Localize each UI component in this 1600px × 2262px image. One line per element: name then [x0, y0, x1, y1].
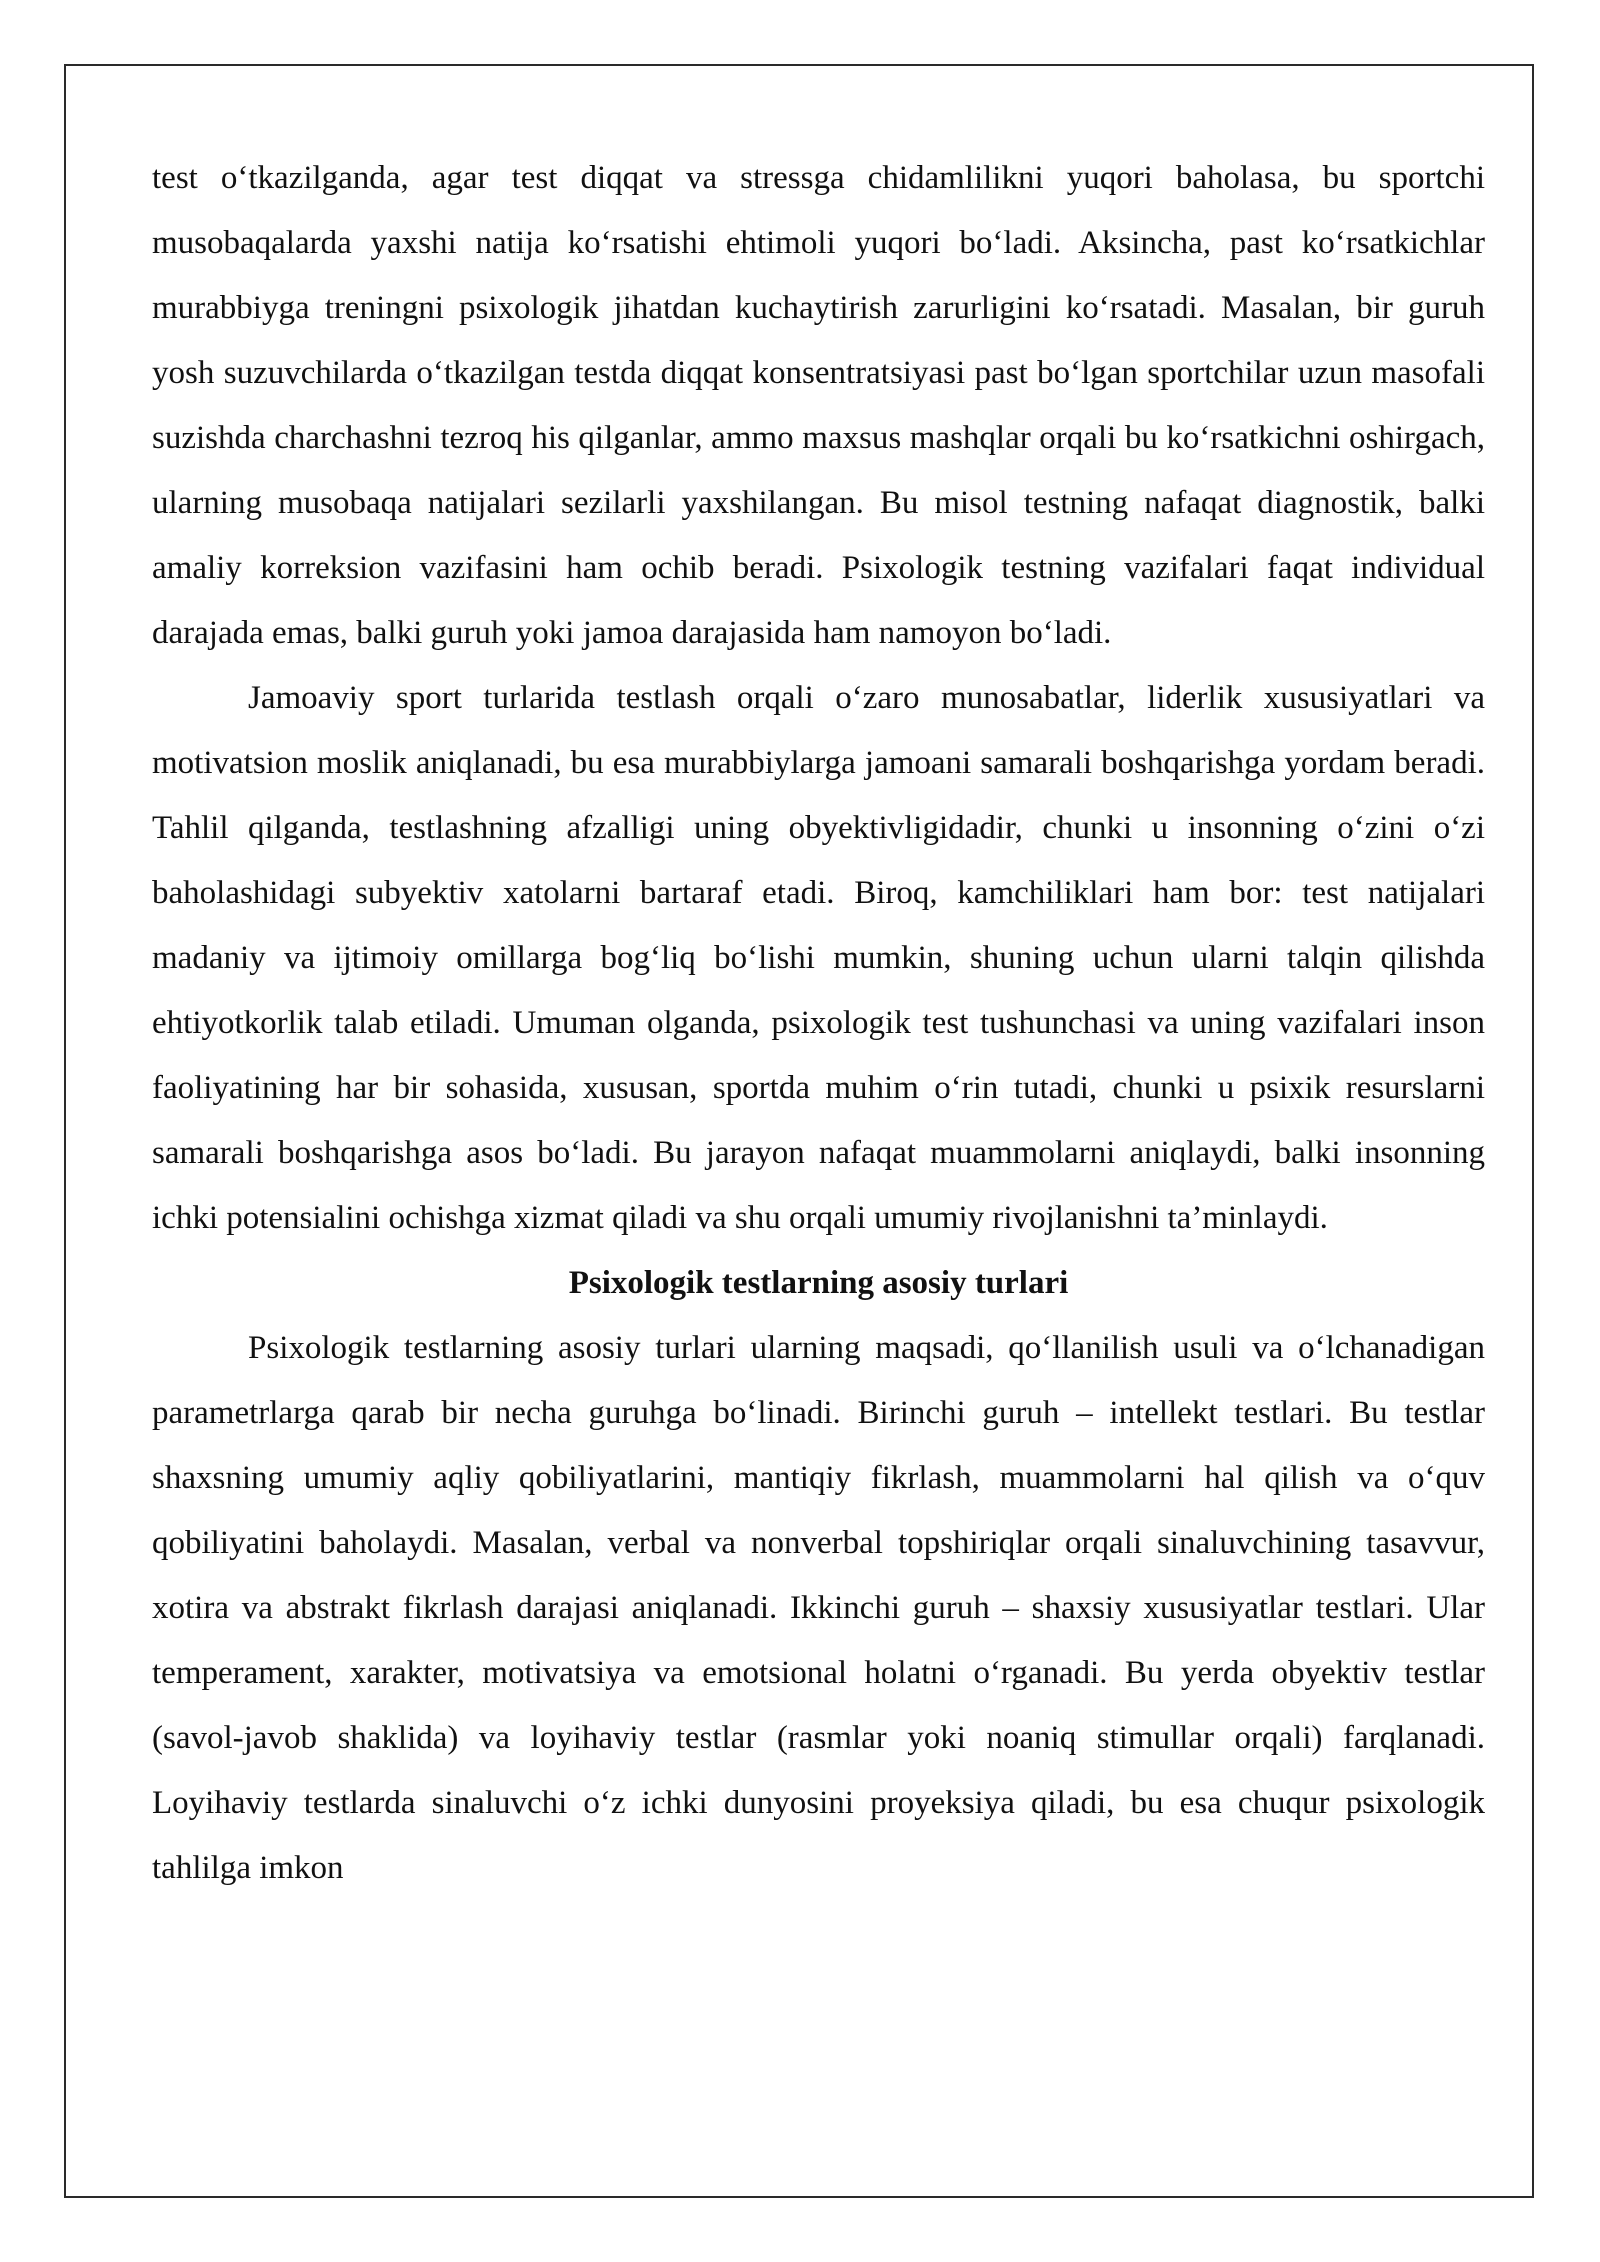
paragraph-continuation: test o‘tkazilganda, agar test diqqat va stressga chidamlilikni yuqori baholasa, bu sportchi musobaqalarda yaxshi natija ko‘rsatishi ehtimoli yuqori bo‘ladi. Aksincha, past ko‘rsatkichlar murabbiyga treningni psixologik jihatdan kuchaytirish zarurligini ko‘rsatadi. Masalan, bir guruh yosh suzuvchilarda o‘tkazilgan testda diqqat konsentratsiyasi past bo‘lgan sportchilar uzun masofali suzishda charchashni tezroq his qilganlar, ammo maxsus mashqlar orqali bu ko‘rsatkichni oshirgach, ularning musobaqa natijalari sezilarli yaxshilangan. Bu misol testning nafaqat diagnostik, balki amaliy korreksion vazifasini ham ochib beradi. Psixologik testning vazifalari faqat individual darajada emas, balki guruh yoki jamoa darajasida ham namoyon bo‘ladi. [152, 160, 1485, 651]
section-heading: Psixologik testlarning asosiy turlari [568, 1265, 1069, 1301]
paragraph-team-sports: Jamoaviy sport turlarida testlash orqali o‘zaro munosabatlar, liderlik xususiyatlari va motivatsion moslik aniqlanadi, bu esa murabbiylarga jamoani samarali boshqarishga yordam beradi. Tahlil qilganda, testlashning afzalligi uning obyektivligidadir, chunki u insonning o‘zini o‘zi baholashidagi subyektiv xatolarni bartaraf etadi. Biroq, kamchiliklari ham bor: test natijalari madaniy va ijtimoiy omillarga bog‘liq bo‘lishi mumkin, shuning uchun ularni talqin qilishda ehtiyotkorlik talab etiladi. Umuman olganda, psixologik test tushunchasi va uning vazifalari inson faoliyatining har bir sohasida, xususan, sportda muhim o‘rin tutadi, chunki u psixik resurslarni samarali boshqarishga asos bo‘ladi. Bu jarayon nafaqat muammolarni aniqlaydi, balki insonning ichki potensialini ochishga xizmat qiladi va shu orqali umumiy rivojlanishni ta’minlaydi. [152, 680, 1485, 1236]
paragraph-test-types: Psixologik testlarning asosiy turlari ularning maqsadi, qo‘llanilish usuli va o‘lchanadigan parametrlarga qarab bir necha guruhga bo‘linadi. Birinchi guruh – intellekt testlari. Bu testlar shaxsning umumiy aqliy qobiliyatlarini, mantiqiy fikrlash, muammolarni hal qilish va o‘quv qobiliyatini baholaydi. Masalan, verbal va nonverbal topshiriqlar orqali sinaluvchining tasavvur, xotira va abstrakt fikrlash darajasi aniqlanadi. Ikkinchi guruh – shaxsiy xususiyatlar testlari. Ular temperament, xarakter, motivatsiya va emotsional holatni o‘rganadi. Bu yerda obyektiv testlar (savol-javob shaklida) va loyihaviy testlar (rasmlar yoki noaniq stimullar orqali) farqlanadi. Loyihaviy testlarda sinaluvchi o‘z ichki dunyosini proyeksiya qiladi, bu esa chuqur psixologik tahlilga imkon [152, 1330, 1485, 1886]
document-body [152, 146, 1485, 1901]
